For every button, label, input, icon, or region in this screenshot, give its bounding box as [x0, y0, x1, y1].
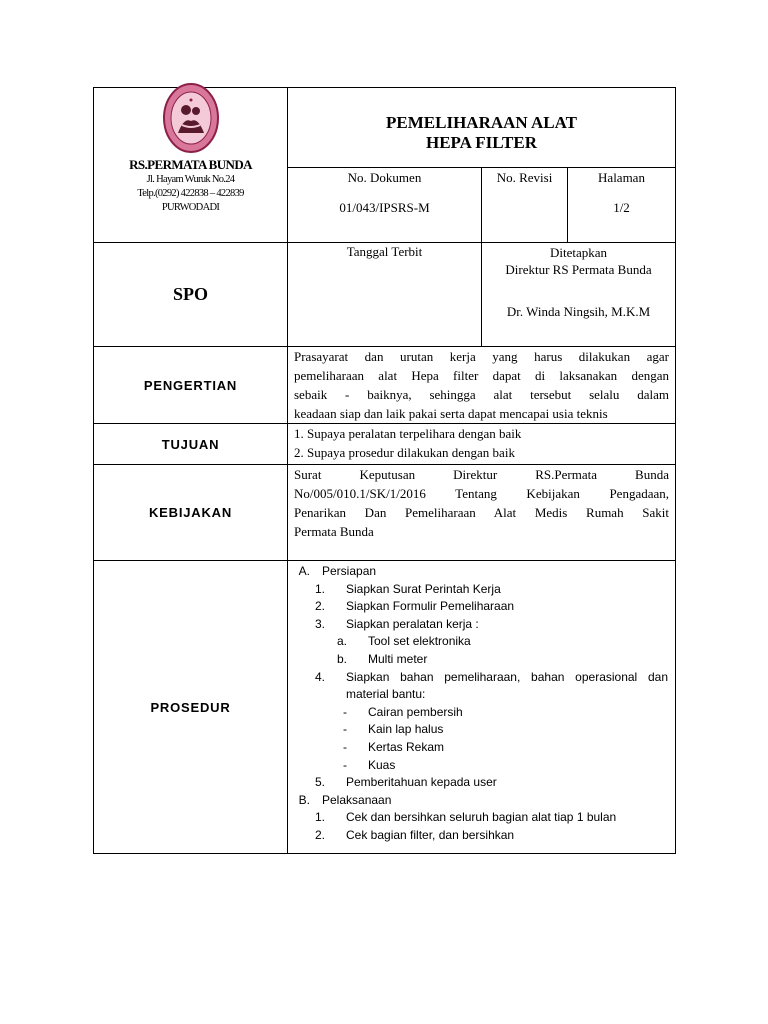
- prosedur-step: [288, 704, 675, 722]
- prosedur-step-text: Kuas: [368, 757, 396, 772]
- prosedur-step-text: Kain lap halus: [368, 722, 444, 737]
- ditetapkan-cell: [482, 243, 676, 347]
- prosedur-step-text: Siapkan Formulir Pemeliharaan: [346, 599, 515, 614]
- prosedur-step-number: -: [343, 739, 347, 754]
- halaman-cell: [568, 168, 676, 243]
- prosedur-step-text: Siapkan peralatan kerja :: [346, 616, 479, 631]
- prosedur-step: [288, 721, 675, 739]
- prosedur-step-number: a.: [336, 634, 347, 649]
- prosedur-step: [288, 581, 675, 599]
- kebijakan-label: KEBIJAKAN: [148, 505, 233, 520]
- tujuan-label-cell: [94, 424, 288, 465]
- prosedur-step: [288, 792, 675, 810]
- prosedur-step-text: Siapkan Surat Perintah Kerja: [346, 581, 501, 596]
- prosedur-step-number: -: [343, 757, 347, 772]
- prosedur-step-number: B.: [298, 792, 310, 807]
- prosedur-step-number: [311, 686, 325, 704]
- hospital-address-line: Jl. Hayam Wuruk No.24: [146, 174, 235, 185]
- spo-document-table: [93, 87, 676, 854]
- prosedur-steps-list: [288, 561, 675, 845]
- spo-label: SPO: [172, 284, 208, 304]
- prosedur-step: [288, 757, 675, 775]
- ditetapkan-role: Direktur RS Permata Bunda: [505, 262, 652, 277]
- halaman-value: 1/2: [613, 200, 630, 215]
- prosedur-step-text: Kertas Rekam: [368, 739, 445, 754]
- prosedur-step-number: 1.: [314, 810, 325, 825]
- kebijakan-label-cell: [94, 465, 288, 561]
- prosedur-step-number: -: [343, 704, 347, 719]
- hospital-seal-logo-icon: [162, 81, 220, 155]
- kebijakan-line: No/005/010.1/SK/1/2016 Tentang Kebijakan Pengadaan,: [294, 486, 669, 501]
- tujuan-content-cell: [288, 424, 676, 465]
- no-revisi-cell: [482, 168, 568, 243]
- prosedur-step-number: 5.: [314, 775, 325, 790]
- document-title-line-2: HEPA FILTER: [425, 133, 537, 152]
- prosedur-step-text: Pemberitahuan kepada user: [346, 775, 497, 790]
- no-dokumen-value: 01/043/IPSRS-M: [339, 200, 430, 215]
- hospital-city-line: PURWODADI: [161, 202, 220, 213]
- prosedur-step: [288, 633, 675, 651]
- prosedur-step: [288, 809, 675, 827]
- pengertian-content-cell: [288, 347, 676, 424]
- prosedur-step: [288, 651, 675, 669]
- tujuan-item: 1. Supaya peralatan terpelihara dengan baik: [294, 426, 522, 441]
- prosedur-step-number: b.: [336, 651, 347, 666]
- prosedur-step: [288, 563, 675, 581]
- kebijakan-content-cell: [288, 465, 676, 561]
- spo-label-cell: [94, 243, 288, 347]
- pengertian-line: sebaik - baiknya, sehingga alat tersebut selalu dalam: [294, 387, 669, 402]
- pengertian-line: keadaan siap dan laik pakai serta dapat mencapai usia teknis: [294, 406, 608, 421]
- prosedur-step-text: material bantu:: [346, 687, 426, 702]
- prosedur-step-text: Multi meter: [368, 651, 428, 666]
- pengertian-label: PENGERTIAN: [143, 377, 238, 393]
- kebijakan-text: [288, 465, 675, 541]
- prosedur-step: [288, 686, 675, 704]
- prosedur-step-number: 1.: [314, 581, 325, 596]
- tanggal-terbit-cell: [288, 243, 482, 347]
- tujuan-label: TUJUAN: [161, 436, 220, 452]
- prosedur-step-text: Siapkan bahan pemeliharaan, bahan operasional dan: [346, 669, 668, 684]
- prosedur-step: [288, 739, 675, 757]
- prosedur-label-cell: [94, 561, 288, 854]
- kebijakan-line: Permata Bunda: [294, 524, 374, 539]
- prosedur-step: [288, 827, 675, 845]
- prosedur-step: [288, 669, 675, 687]
- prosedur-label: PROSEDUR: [150, 699, 231, 715]
- hospital-identity-cell: [94, 88, 288, 243]
- prosedur-step-text: Persiapan: [322, 564, 377, 578]
- no-dokumen-cell: [288, 168, 482, 243]
- halaman-label: Halaman: [598, 170, 645, 185]
- tanggal-terbit-label: Tanggal Terbit: [346, 244, 423, 259]
- signatory-name: Dr. Winda Ningsih, M.K.M: [506, 304, 651, 319]
- prosedur-step: [288, 598, 675, 616]
- prosedur-step-text: Cek dan bersihkan seluruh bagian alat tiap 1 bulan: [346, 810, 617, 825]
- no-revisi-label: No. Revisi: [496, 170, 553, 185]
- pengertian-label-cell: [94, 347, 288, 424]
- prosedur-step-number: A.: [298, 564, 310, 578]
- pengertian-text: [288, 347, 675, 423]
- hospital-name: RS.PERMATA BUNDA: [129, 157, 252, 172]
- pengertian-line: Prasayarat dan urutan kerja yang harus dilakukan agar: [294, 349, 669, 364]
- prosedur-step-text: Pelaksanaan: [322, 792, 392, 807]
- prosedur-step-text: Cairan pembersih: [368, 704, 463, 719]
- pengertian-line: pemeliharaan alat Hepa filter dapat di laksanakan dengan: [294, 368, 669, 383]
- prosedur-step-text: Cek bagian filter, dan bersihkan: [346, 827, 515, 842]
- prosedur-step-number: 2.: [314, 827, 325, 842]
- tujuan-item: 2. Supaya prosedur dilakukan dengan baik: [294, 445, 515, 460]
- document-title-cell: [288, 88, 676, 168]
- prosedur-step-number: 4.: [314, 669, 325, 684]
- prosedur-step: [288, 774, 675, 792]
- document-title-line-1: PEMELIHARAAN ALAT: [386, 113, 577, 132]
- ditetapkan-label: Ditetapkan: [549, 245, 608, 260]
- prosedur-content-cell: [288, 561, 676, 854]
- prosedur-step-text: Tool set elektronika: [368, 634, 471, 649]
- hospital-phone-line: Telp.(0292) 422838 – 422839: [137, 188, 244, 199]
- kebijakan-line: Penarikan Dan Pemeliharaan Alat Medis Rumah Sakit: [294, 505, 669, 520]
- prosedur-step: [288, 616, 675, 634]
- prosedur-step-number: 2.: [314, 599, 325, 614]
- prosedur-step-number: -: [343, 722, 347, 737]
- prosedur-step-number: 3.: [314, 616, 325, 631]
- kebijakan-line: Surat Keputusan Direktur RS.Permata Bunda: [294, 467, 669, 482]
- no-dokumen-label: No. Dokumen: [347, 170, 422, 185]
